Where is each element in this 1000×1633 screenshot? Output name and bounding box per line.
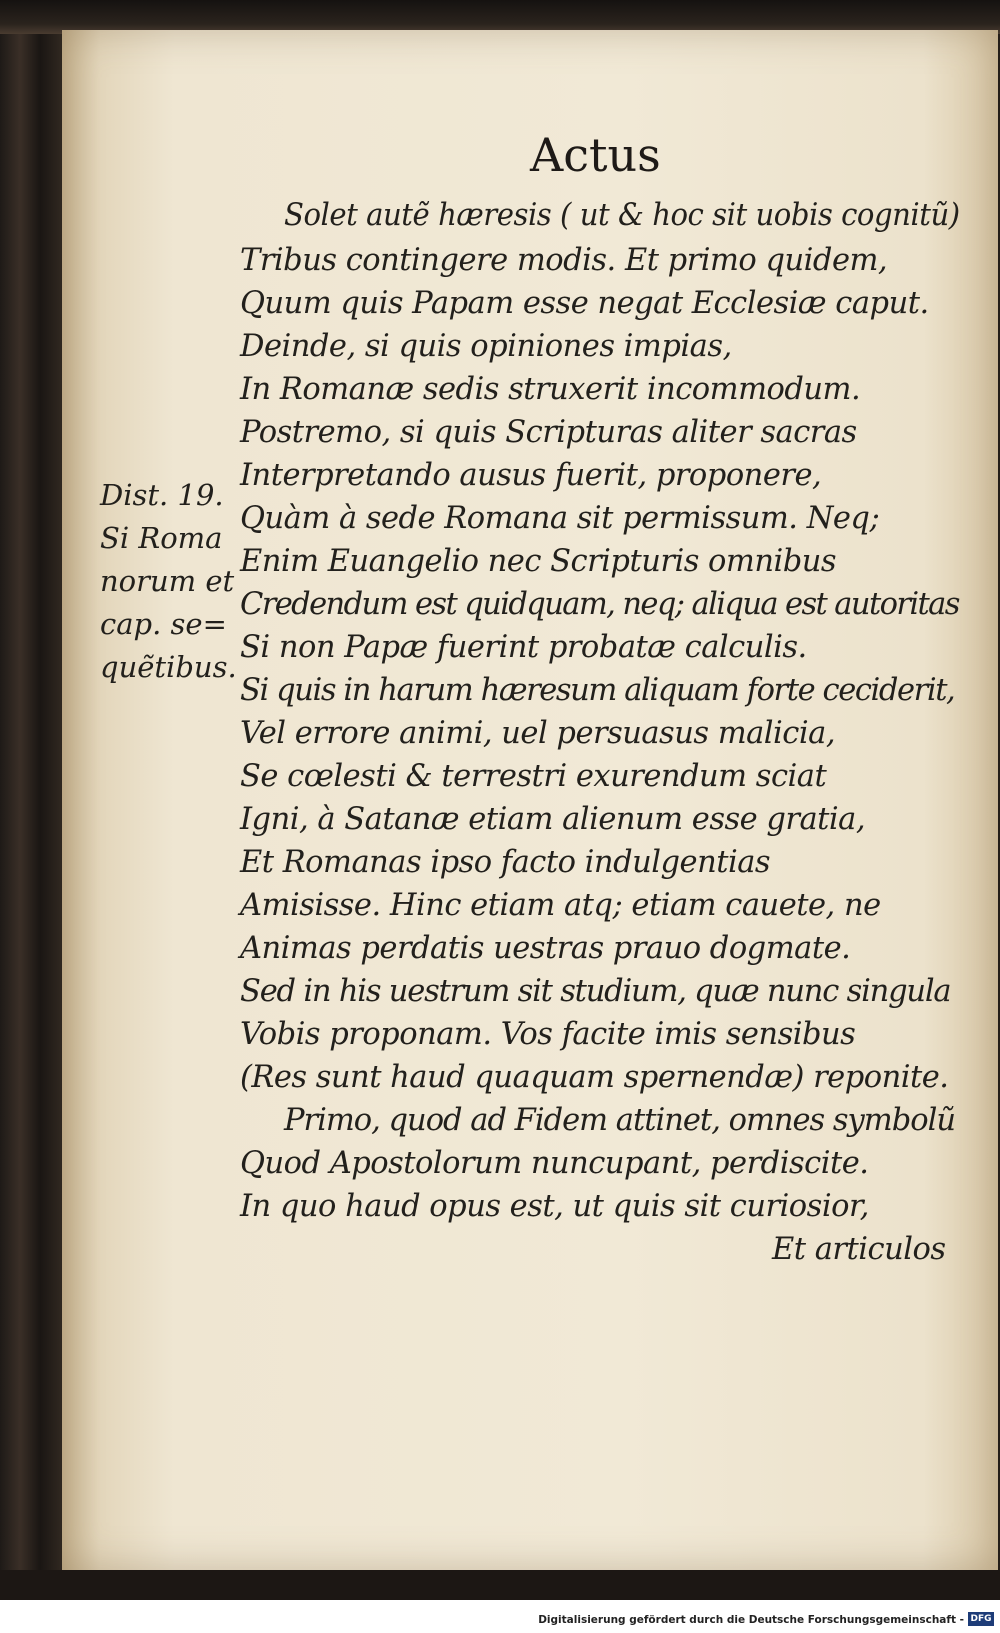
margin-note: norum et [100, 564, 235, 598]
text-line: Sed in his uestrum sit studium, quæ nunc singula [240, 974, 951, 1009]
text-line: Credendum est quidquam, neq; aliqua est autoritas [240, 587, 959, 622]
text-line: Animas perdatis uestras prauo dogmate. [240, 931, 851, 966]
text-line: In Romanæ sedis struxerit incommodum. [240, 372, 861, 407]
text-line: In quo haud opus est, ut quis sit curiosior, [240, 1189, 869, 1224]
text-line: Si non Papæ fuerint probatæ calculis. [240, 630, 807, 665]
text-line: Et Romanas ipso facto indulgentias [240, 845, 771, 880]
text-line: Primo, quod ad Fidem attinet, omnes symbolũ [284, 1103, 955, 1138]
margin-note: Dist. 19. [100, 478, 224, 512]
text-line: (Res sunt haud quaquam spernendæ) reponite. [240, 1060, 949, 1095]
text-line: Vobis proponam. Vos facite imis sensibus [240, 1017, 856, 1052]
text-line: Amisisse. Hinc etiam atq; etiam cauete, ne [240, 888, 881, 923]
text-line: Si quis in harum hæresum aliquam forte ceciderit, [240, 673, 955, 708]
text-line: Postremo, si quis Scripturas aliter sacras [240, 415, 857, 450]
text-line: Interpretando ausus fuerit, proponere, [240, 458, 822, 493]
text-line: Igni, à Satanæ etiam alienum esse gratia, [240, 802, 866, 837]
margin-note: Si Roma [100, 521, 223, 555]
text-line: Quum quis Papam esse negat Ecclesiæ caput. [240, 286, 929, 321]
book-bottom-edge [0, 1570, 1000, 1600]
text-line: Solet autẽ hæresis ( ut & hoc sit uobis cognitũ) [284, 198, 960, 233]
funding-credit: Digitalisierung gefördert durch die Deutsche Forschungsgemeinschaft - [538, 1614, 964, 1626]
page-heading: Actus [530, 128, 661, 182]
text-line: Tribus contingere modis. Et primo quidem, [240, 243, 888, 278]
margin-note: quẽtibus. [100, 650, 237, 684]
text-line: Se cœlesti & terrestri exurendum sciat [240, 759, 827, 794]
text-line: Enim Euangelio nec Scripturis omnibus [240, 544, 837, 579]
text-line: Quàm à sede Romana sit permissum. Neq; [240, 501, 880, 536]
catchword: Et articulos [772, 1232, 946, 1267]
dfg-logo: DFG [968, 1612, 994, 1626]
text-line: Quod Apostolorum nuncupant, perdiscite. [240, 1146, 869, 1181]
text-line: Deinde, si quis opiniones impias, [240, 329, 732, 364]
text-line: Vel errore animi, uel persuasus malicia, [240, 716, 836, 751]
book-top-edge [0, 0, 1000, 34]
margin-note: cap. se= [100, 607, 227, 641]
